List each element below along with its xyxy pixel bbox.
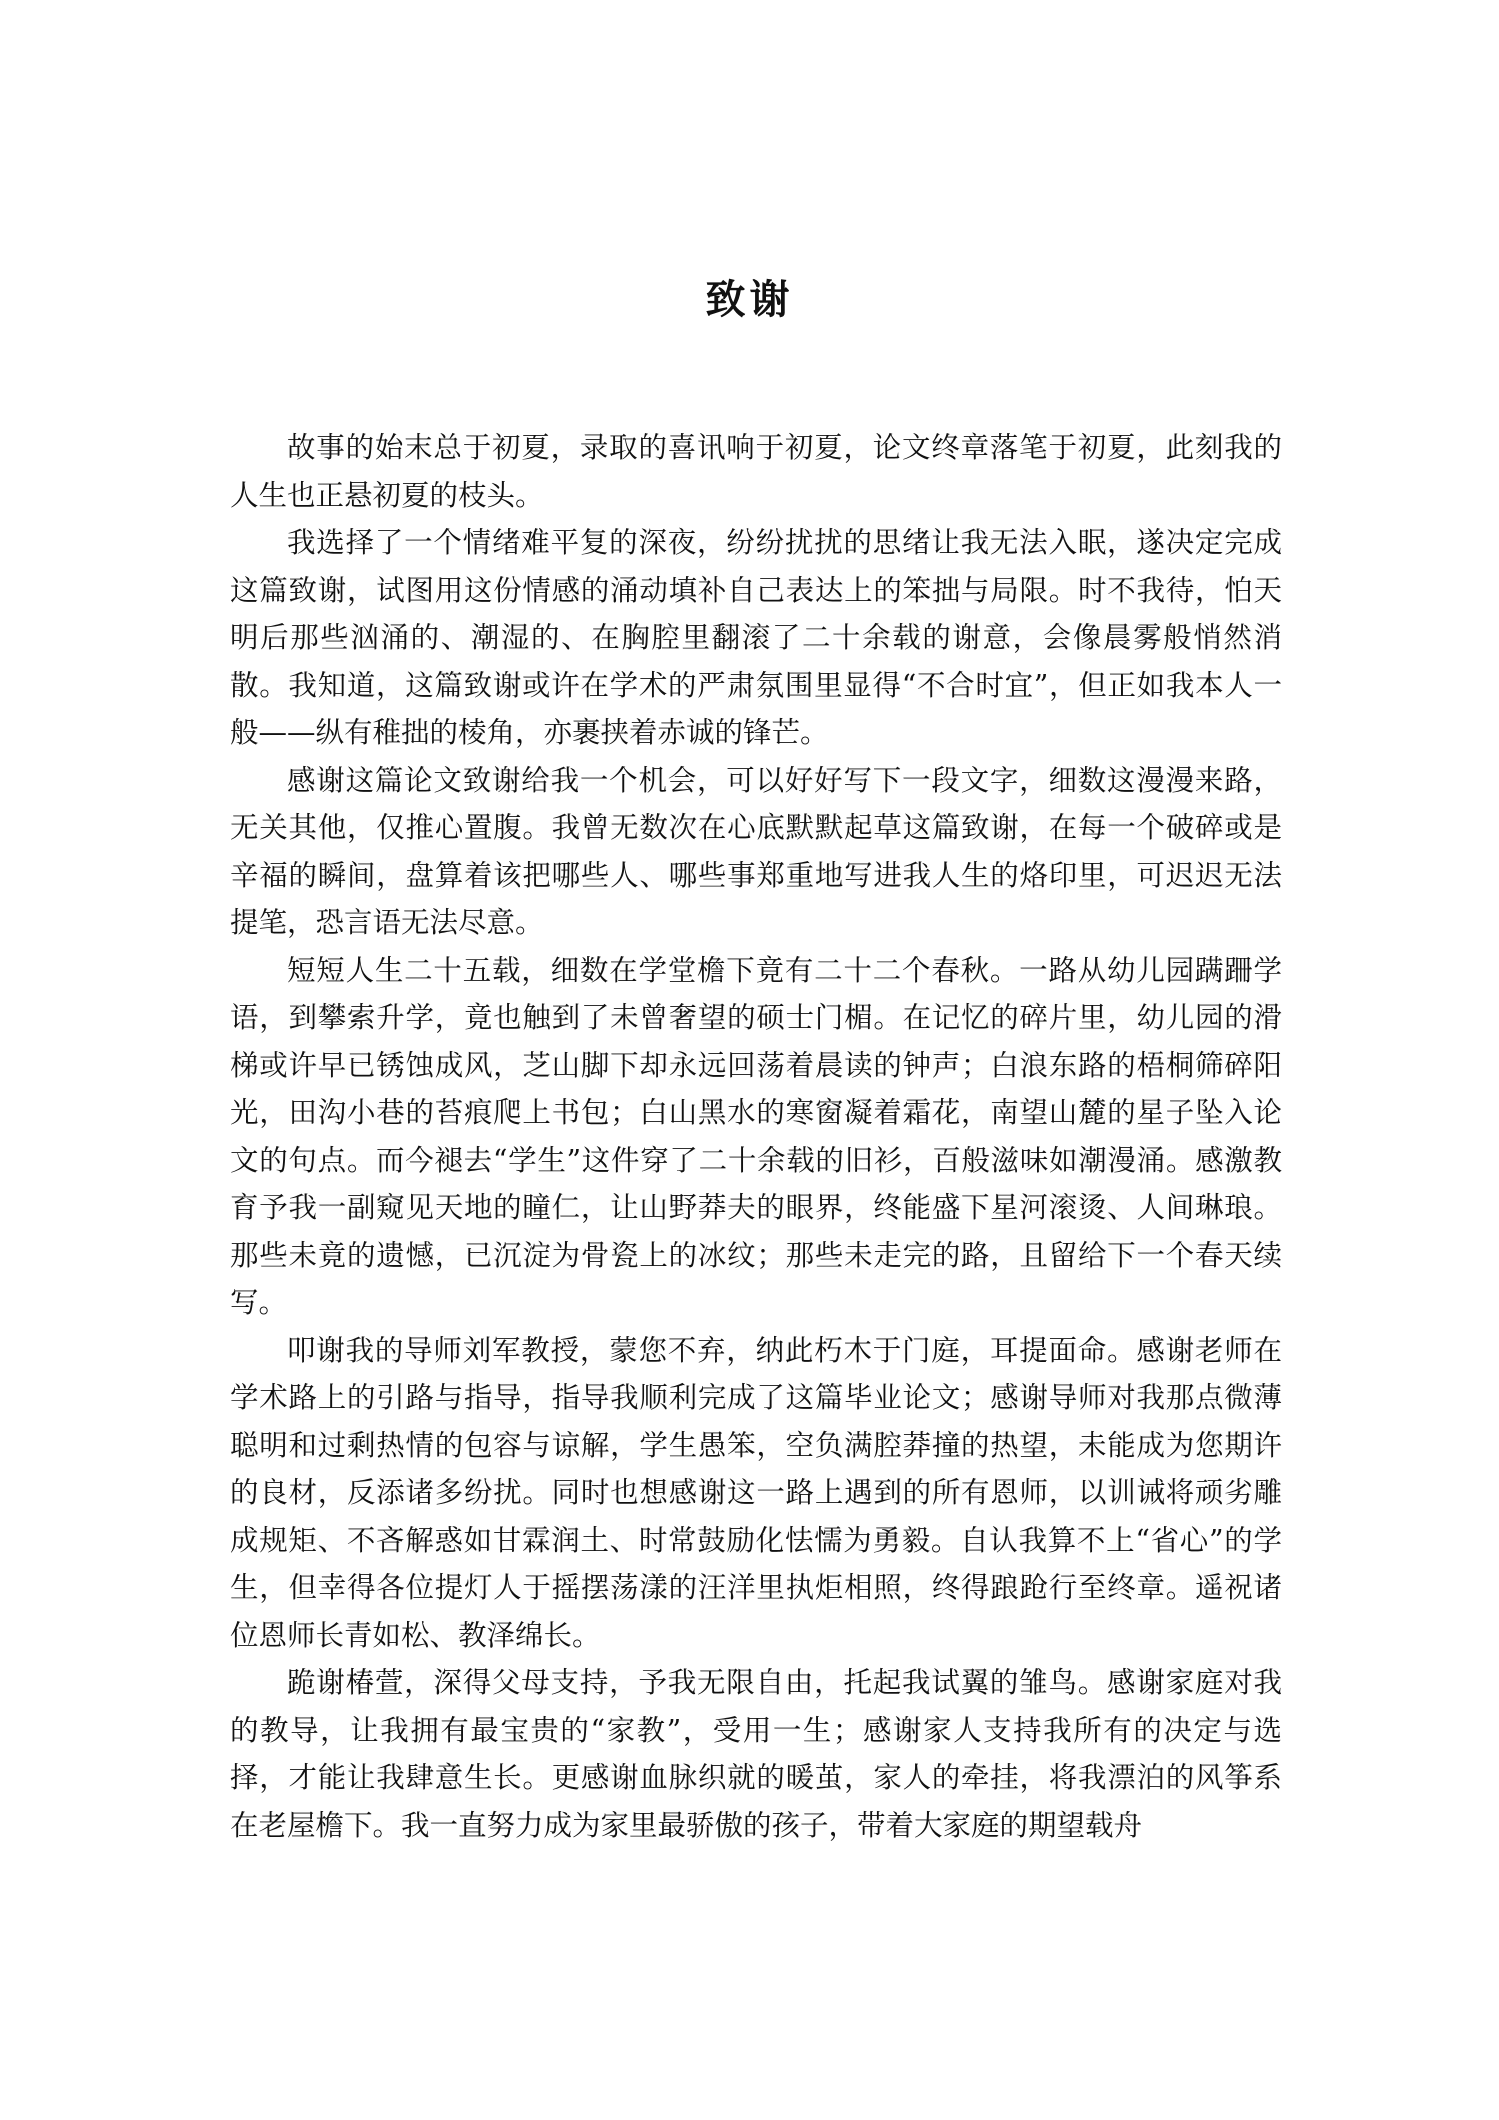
acknowledgement-body	[230, 424, 1282, 1849]
page-title: 致谢	[705, 277, 794, 323]
paragraph: 感谢这篇论文致谢给我一个机会，可以好好写下一段文字，细数这漫漫来路，无关其他，仅推心置腹。我曾无数次在心底默默起草这篇致谢，在每一个破碎或是辛福的瞬间，盘算着该把哪些人、哪些事郑重地写进我人生的烙印里，可迟迟无法提笔，恐言语无法尽意。	[230, 763, 1282, 939]
paragraph: 我选择了一个情绪难平复的深夜，纷纷扰扰的思绪让我无法入眠，遂决定完成这篇致谢，试图用这份情感的涌动填补自己表达上的笨拙与局限。时不我待，怕天明后那些汹涌的、潮湿的、在胸腔里翻滚了二十余载的谢意，会像晨雾般悄然消散。我知道，这篇致谢或许在学术的严肃氛围里显得“不合时宜”，但正如我本人一般——纵有稚拙的棱角，亦裹挟着赤诚的锋芒。	[230, 526, 1282, 749]
paragraph: 叩谢我的导师刘军教授，蒙您不弃，纳此朽木于门庭，耳提面命。感谢老师在学术路上的引路与指导，指导我顺利完成了这篇毕业论文；感谢导师对我那点微薄聪明和过剩热情的包容与谅解，学生愚笨，空负满腔莽撞的热望，未能成为您期许的良材，反添诸多纷扰。同时也想感谢这一路上遇到的所有恩师，以训诫将顽劣雕成规矩、不吝解惑如甘霖润土、时常鼓励化怯懦为勇毅。自认我算不上“省心”的学生，但幸得各位提灯人于摇摆荡漾的汪洋里执炬相照，终得踉跄行至终章。遥祝诸位恩师长青如松、教泽绵长。	[230, 1333, 1282, 1652]
paragraph: 短短人生二十五载，细数在学堂檐下竟有二十二个春秋。一路从幼儿园蹒跚学语，到攀索升学，竟也触到了未曾奢望的硕士门楣。在记忆的碎片里，幼儿园的滑梯或许早已锈蚀成风，芝山脚下却永远回荡着晨读的钟声；白浪东路的梧桐筛碎阳光，田沟小巷的苔痕爬上书包；白山黑水的寒窗凝着霜花，南望山麓的星子坠入论文的句点。而今褪去“学生”这件穿了二十余载的旧衫，百般滋味如潮漫涌。感激教育予我一副窥见天地的瞳仁，让山野莽夫的眼界，终能盛下星河滚烫、人间琳琅。那些未竟的遗憾，已沉淀为骨瓷上的冰纹；那些未走完的路，且留给下一个春天续写。	[230, 953, 1282, 1319]
paragraph: 跪谢椿萱，深得父母支持，予我无限自由，托起我试翼的雏鸟。感谢家庭对我的教导，让我拥有最宝贵的“家教”，受用一生；感谢家人支持我所有的决定与选择，才能让我肆意生长。更感谢血脉织就的暖茧，家人的牵挂，将我漂泊的风筝系在老屋檐下。我一直努力成为家里最骄傲的孩子，带着大家庭的期望载舟	[230, 1666, 1282, 1842]
paragraph: 故事的始末总于初夏，录取的喜讯响于初夏，论文终章落笔于初夏，此刻我的人生也正悬初夏的枝头。	[230, 431, 1282, 512]
